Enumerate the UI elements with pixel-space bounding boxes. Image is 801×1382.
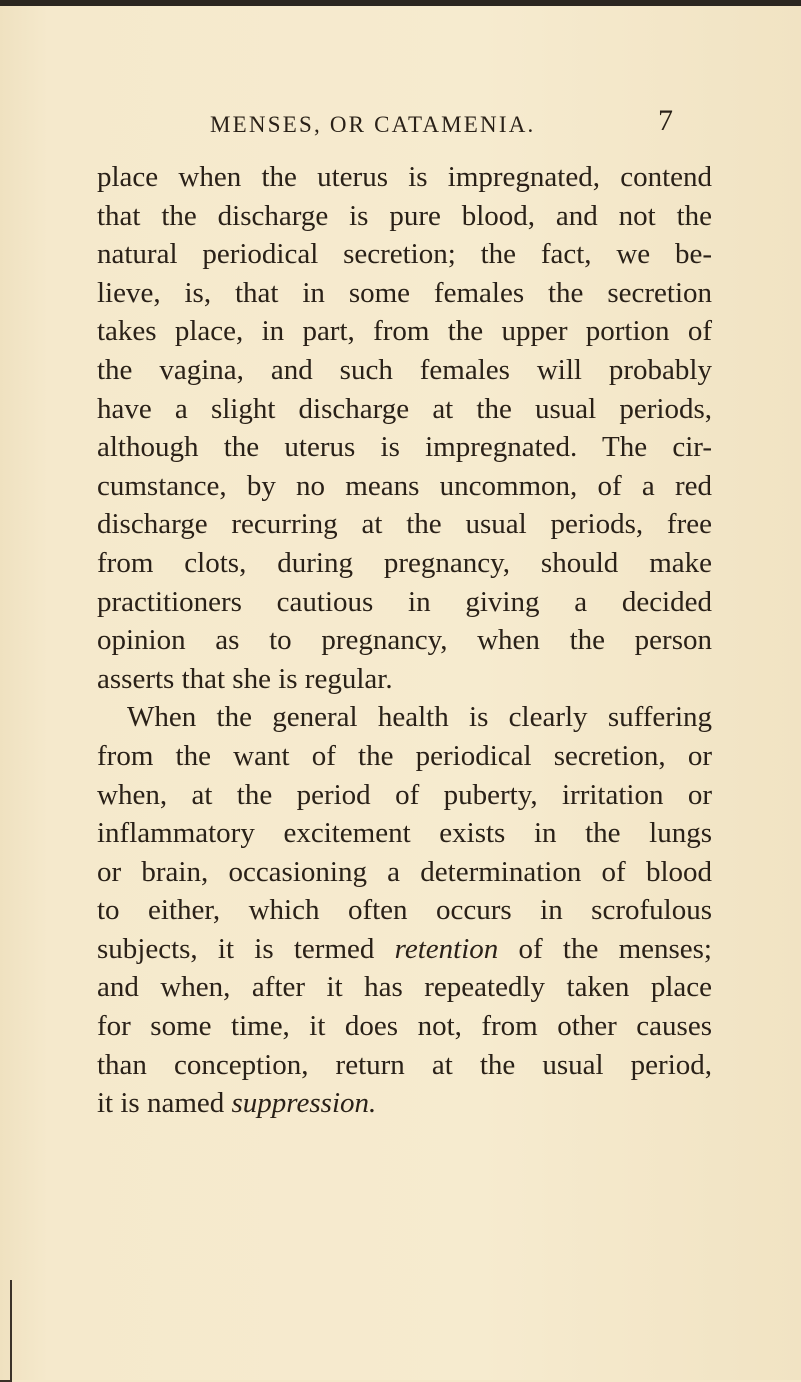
text-line: that the discharge is pure blood, and not the (97, 199, 712, 232)
text-line: and when, after it has repeatedly taken place (97, 971, 712, 1004)
text-line-with-italic (97, 1084, 712, 1123)
text-line: practitioners cautious in giving a decided (97, 585, 712, 618)
text-line: than conception, return at the usual period, (97, 1048, 712, 1081)
text-line: place when the uterus is impregnated, contend (97, 161, 712, 193)
italic-term-suppression: suppression. (231, 1087, 377, 1120)
text-line: or brain, occasioning a determination of blood (97, 855, 712, 888)
text-line: the vagina, and such females will probably (97, 353, 712, 386)
text-line: for some time, it does not, from other causes (97, 1010, 712, 1043)
text-line: although the uterus is impregnated. The cir- (97, 431, 712, 464)
text-line: when, at the period of puberty, irritation or (97, 778, 712, 811)
page-top-edge (0, 0, 801, 6)
italic-term-retention: retention (394, 932, 499, 965)
text-line: opinion as to pregnancy, when the person (97, 624, 712, 657)
text-line: discharge recurring at the usual periods, free (97, 508, 712, 541)
page-corner-edge (0, 1280, 12, 1382)
text-line: takes place, in part, from the upper portion of (97, 315, 712, 348)
text-line-with-italic (97, 930, 712, 969)
text-segment: of the menses; (498, 932, 712, 965)
text-line: from the want of the periodical secretion, or (97, 739, 712, 772)
text-line: cumstance, by no means uncommon, of a red (97, 469, 712, 502)
page-number: 7 (658, 104, 673, 137)
text-line: inflammatory excitement exists in the lungs (97, 817, 712, 850)
text-line-paragraph-start: When the general health is clearly suffering (127, 701, 712, 734)
text-line: have a slight discharge at the usual periods, (97, 392, 712, 425)
running-head: MENSES, OR CATAMENIA. (210, 112, 536, 137)
body-text (97, 158, 712, 1123)
text-line: lieve, is, that in some females the secretion (97, 276, 712, 309)
page-header (210, 104, 690, 150)
text-line: to either, which often occurs in scrofulous (97, 894, 712, 927)
text-line: natural periodical secretion; the fact, we be- (97, 238, 712, 271)
text-segment: it is named (97, 1087, 232, 1120)
text-line: from clots, during pregnancy, should make (97, 546, 712, 579)
text-line-paragraph-end: asserts that she is regular. (97, 662, 393, 695)
text-segment: subjects, it is termed (97, 932, 395, 965)
